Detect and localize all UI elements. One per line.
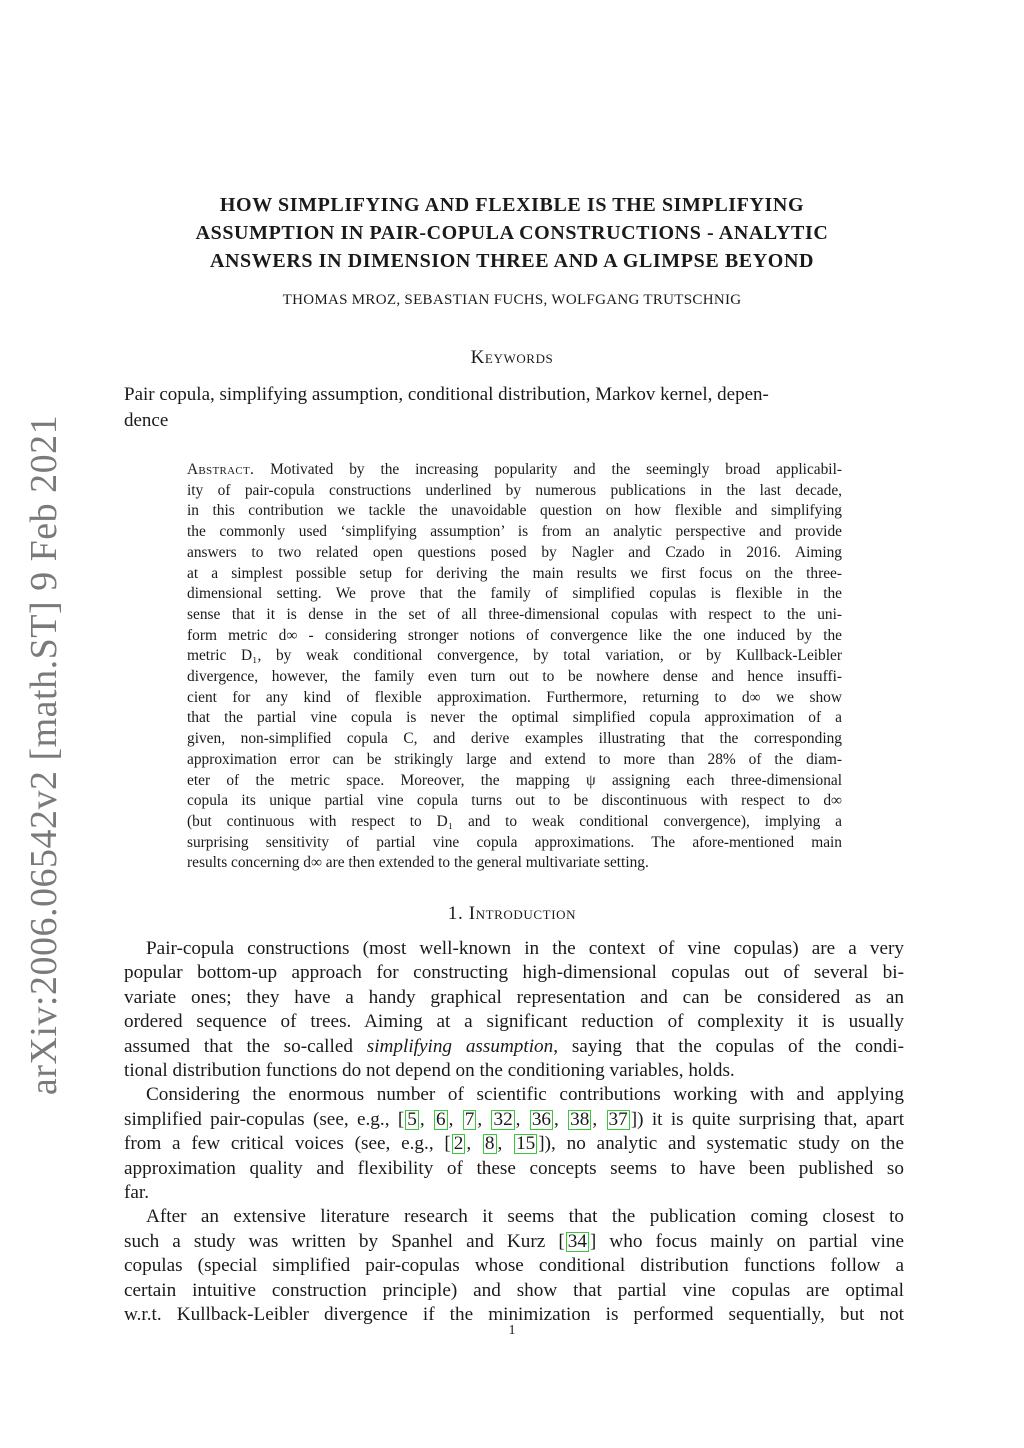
abstract-line: copula its unique partial vine copula turns out to be discontinuous with respect to d∞	[187, 792, 842, 810]
citation-link[interactable]: 38	[570, 1108, 590, 1130]
body-line: w.r.t. Kullback-Leibler divergence if the minimization is performed sequentially, but not	[124, 1304, 904, 1326]
abstract-line: in this contribution we tackle the unavoidable question on how flexible and simplifying	[187, 502, 842, 520]
body-line: certain intuitive construction principle) and show that partial vine copulas are optimal	[124, 1279, 904, 1301]
abstract-line: given, non-simplified copula C, and derive examples illustrating that the corresponding	[187, 730, 842, 748]
abstract-line: answers to two related open questions posed by Nagler and Czado in 2016. Aiming	[187, 543, 842, 561]
abstract-line: Abstract. Motivated by the increasing popularity and the seemingly broad applicabil-	[187, 461, 842, 478]
keywords-line: Pair copula, simplifying assumption, conditional distribution, Markov kernel, depen-	[124, 384, 769, 405]
abstract-line: results concerning d∞ are then extended to the general multivariate setting.	[187, 854, 649, 872]
body-line: Considering the enormous number of scientific contributions working with and applying	[146, 1084, 904, 1106]
body-line: ordered sequence of trees. Aiming at a significant reduction of complexity it is usually	[124, 1011, 904, 1033]
abstract	[187, 460, 842, 874]
section-heading-introduction: 1. Introduction	[447, 903, 577, 924]
citation-link[interactable]: 37	[608, 1108, 628, 1130]
citation-link[interactable]: 34	[567, 1230, 587, 1252]
abstract-line: surprising sensitivity of partial vine copula approximations. The afore-mentioned main	[187, 833, 842, 851]
abstract-line: cient for any kind of flexible approximation. Furthermore, returning to d∞ we show	[187, 688, 842, 706]
abstract-line: the commonly used ‘simplifying assumption’ is from an analytic perspective and provide	[187, 523, 842, 541]
abstract-line: eter of the metric space. Moreover, the mapping ψ assigning each three-dimensional	[187, 771, 842, 789]
body-line: far.	[124, 1182, 150, 1204]
page-number: 1	[508, 1323, 516, 1338]
citation-link[interactable]: 8	[484, 1133, 495, 1155]
title-line: HOW SIMPLIFYING AND FLEXIBLE IS THE SIMPLIFYING	[219, 194, 805, 216]
abstract-line: approximation error can be strikingly large and extend to more than 28% of the diam-	[187, 750, 842, 768]
citation-link[interactable]: 6	[435, 1108, 446, 1130]
abstract-line: divergence, however, the family even turn out to be nowhere dense and hence insuffi-	[187, 668, 842, 686]
body-line: tional distribution functions do not depend on the conditioning variables, holds.	[124, 1060, 735, 1082]
citation-link[interactable]: 36	[531, 1108, 552, 1130]
abstract-label: Abstract.	[187, 461, 255, 478]
citation-link[interactable]: 32	[493, 1108, 513, 1130]
citation-link[interactable]: 15	[516, 1133, 536, 1155]
body-line: such a study was written by Spanhel and Kurz [ 34 ] who focus mainly on partial vine	[124, 1230, 904, 1252]
arxiv-identifier	[14, 414, 74, 1096]
abstract-line: at a simplest possible setup for deriving the main results we first focus on the three-	[187, 564, 842, 582]
citation-link[interactable]: 2	[453, 1133, 464, 1155]
emphasized-term: simplifying assumption	[366, 1035, 554, 1057]
abstract-line: form metric d∞ - considering stronger notions of convergence like the one induced by the	[187, 626, 842, 644]
body-line: simplified pair-copulas (see, e.g., [ 5 , 6 , 7 , 32 , 36 , 38 , 37 ]) it is quite surprising that, apart	[124, 1108, 905, 1130]
introduction-body	[124, 937, 904, 1328]
keywords-text	[124, 382, 904, 434]
arxiv-identifier-text: arXiv:2006.06542v2 [math.ST] 9 Feb 2021	[23, 414, 65, 1096]
keywords-heading: Keywords	[470, 347, 554, 368]
body-line: approximation quality and flexibility of these concepts seems to have been published so	[124, 1157, 904, 1179]
body-line: popular bottom-up approach for constructing high-dimensional copulas out of several bi-	[124, 962, 904, 984]
body-line: from a few critical voices (see, e.g., [ 2 , 8 , 15 ]), no analytic and systematic study on the	[124, 1133, 904, 1155]
body-line: assumed that the so-called simplifying assumption, saying that the copulas of the condi-	[124, 1035, 904, 1057]
citation-link[interactable]: 5	[407, 1108, 417, 1130]
paper-title	[120, 191, 904, 275]
abstract-line: that the partial vine copula is never the optimal simplified copula approximation of a	[187, 709, 842, 727]
keywords-line: dence	[124, 410, 169, 431]
abstract-line: ity of pair-copula constructions underlined by numerous publications in the last decade,	[187, 481, 842, 499]
title-line: ANSWERS IN DIMENSION THREE AND A GLIMPSE BEYOND	[209, 250, 815, 272]
body-line: variate ones; they have a handy graphical representation and can be considered as an	[124, 986, 904, 1008]
abstract-line: sense that it is dense in the set of all three-dimensional copulas with respect to the uni-	[187, 605, 842, 623]
body-line: After an extensive literature research it seems that the publication coming closest to	[146, 1206, 904, 1228]
abstract-line: dimensional setting. We prove that the family of simplified copulas is flexible in the	[187, 585, 842, 603]
body-line: Pair-copula constructions (most well-known in the context of vine copulas) are a very	[146, 938, 904, 959]
title-line: ASSUMPTION IN PAIR-COPULA CONSTRUCTIONS - ANALYTIC	[195, 222, 829, 244]
citation-link[interactable]: 7	[464, 1108, 475, 1130]
abstract-line: (but continuous with respect to D₁ and to weak conditional convergence), implying a	[187, 812, 842, 830]
body-line: copulas (special simplified pair-copulas whose conditional distribution functions follow a	[124, 1255, 904, 1277]
author-list: THOMAS MROZ, SEBASTIAN FUCHS, WOLFGANG TRUTSCHNIG	[282, 292, 742, 308]
abstract-line: metric D₁, by weak conditional convergence, by total variation, or by Kullback-Leibler	[187, 647, 842, 665]
